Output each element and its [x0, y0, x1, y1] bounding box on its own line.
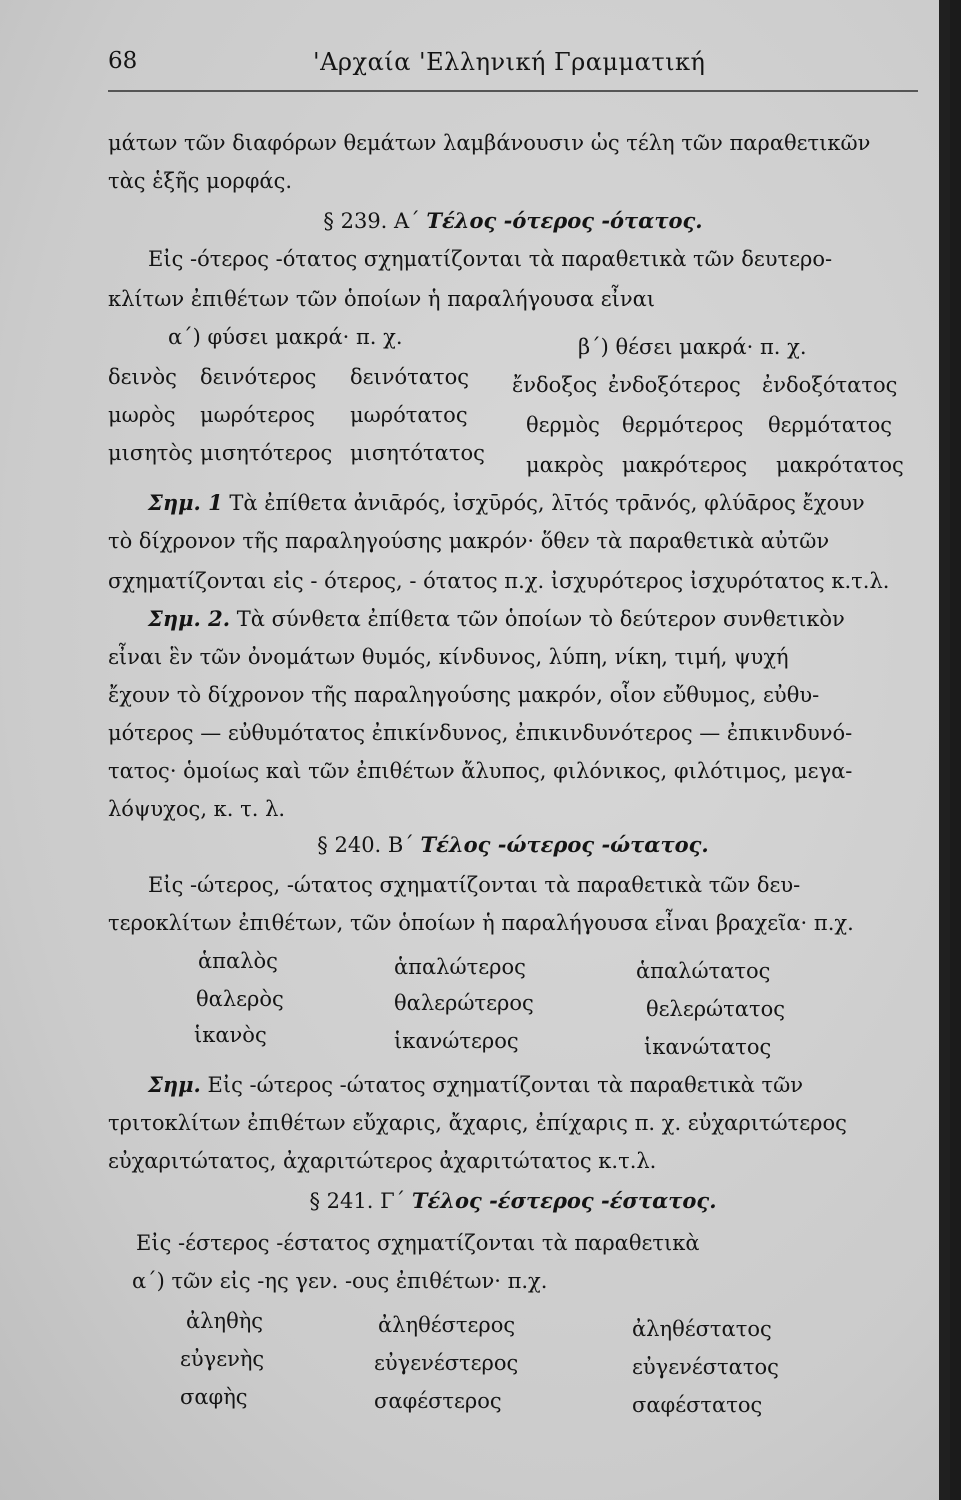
word-cell: ἱκανὸς: [194, 1023, 267, 1047]
section-label: Γ΄: [380, 1189, 406, 1213]
section-241-heading: [108, 1186, 918, 1216]
note-label: Σημ. 2.: [148, 606, 231, 631]
word-cell: θαλερὸς: [196, 987, 284, 1011]
word-cell: ἔνδοξος: [512, 373, 598, 397]
text-line: τριτοκλίτων ἐπιθέτων εὔχαρις, ἄχαρις, ἐπίχαρις π. χ. εὐχαριτώτερος: [108, 1111, 847, 1135]
note-text: Εἰς -ώτερος -ώτατος σχηματίζονται τὰ παραθετικὰ τῶν: [207, 1073, 804, 1097]
word-cell: μακρότατος: [776, 453, 904, 477]
section-239-heading: [108, 206, 918, 236]
word-cell: ἐνδοξότερος: [608, 373, 741, 397]
word-cell: εὐγενέστερος: [374, 1351, 519, 1375]
word-cell: ἁπαλὸς: [198, 949, 278, 973]
word-cell: ἀληθέστερος: [378, 1313, 516, 1337]
word-cell: ἀληθέστατος: [632, 1317, 772, 1341]
text-line: κλίτων ἐπιθέτων τῶν ὁποίων ἡ παραλήγουσα εἶναι: [108, 287, 656, 311]
section-240-heading: [108, 830, 918, 860]
word-cell: θερμότατος: [768, 413, 892, 437]
page-edge-shadow: [939, 0, 950, 1500]
text-line: σχηματίζονται εἰς - ότερος, - ότατος π.χ. ἰσχυρότερος ἰσχυρότατος κ.τ.λ.: [108, 569, 890, 593]
word-cell: μωρότατος: [350, 403, 468, 427]
word-cell: μισητότατος: [350, 441, 485, 465]
text-line: α΄) τῶν εἰς -ης γεν. -ους ἐπιθέτων· π.χ.: [132, 1269, 548, 1293]
note-2: [148, 604, 958, 634]
word-cell: θελερώτατος: [646, 997, 786, 1021]
word-cell: θαλερώτερος: [394, 991, 534, 1015]
section-number: § 240.: [317, 833, 382, 857]
note-3: [148, 1070, 958, 1100]
word-cell: μακρὸς: [526, 453, 604, 477]
note-label: Σημ. 1: [148, 490, 223, 515]
word-cell: ἁπαλώτατος: [636, 959, 771, 983]
text-line: λόψυχος, κ. τ. λ.: [108, 797, 286, 821]
note-text: Τὰ σύνθετα ἐπίθετα τῶν ὁποίων τὸ δεύτερον συνθετικὸν: [236, 607, 845, 631]
word-cell: δεινότερος: [200, 365, 317, 389]
word-cell: ἁπαλώτερος: [394, 955, 526, 979]
word-cell: μωρότερος: [200, 403, 316, 427]
word-cell: δεινότατος: [350, 365, 469, 389]
word-cell: ἱκανώτατος: [644, 1035, 772, 1059]
note-label: Σημ.: [148, 1072, 201, 1097]
word-cell: σαφέστατος: [632, 1393, 763, 1417]
header-rule: [108, 90, 918, 92]
page-header: [108, 48, 910, 88]
note-text: Τὰ ἐπίθετα ἀνιᾱρός, ἰσχῡρός, λῑτός τρᾱνός, φλύᾱρος ἔχουν: [229, 491, 865, 515]
text-line: τεροκλίτων ἐπιθέτων, τῶν ὁποίων ἡ παραλήγουσα εἶναι βραχεῖα· π.χ.: [108, 911, 854, 935]
word-cell: θερμὸς: [526, 413, 600, 437]
word-cell: μισητότερος: [200, 441, 333, 465]
column-a-heading: α΄) φύσει μακρά· π. χ.: [168, 325, 403, 349]
word-cell: εὐγενὴς: [180, 1347, 265, 1371]
text-line: εἶναι ἓν τῶν ὀνομάτων θυμός, κίνδυνος, λύπη, νίκη, τιμή, ψυχή: [108, 645, 789, 669]
word-cell: ἐνδοξότατος: [762, 373, 898, 397]
text-line: τατος· ὁμοίως καὶ τῶν ἐπιθέτων ἄλυπος, φιλόνικος, φιλότιμος, μεγα-: [108, 759, 853, 783]
word-cell: σαφὴς: [180, 1385, 248, 1409]
word-cell: δεινὸς: [108, 365, 177, 389]
text-line: Εἰς -ότερος -ότατος σχηματίζονται τὰ παραθετικὰ τῶν δευτερο-: [148, 247, 833, 271]
text-line: ἔχουν τὸ δίχρονον τῆς παραληγούσης μακρόν, οἷον εὔθυμος, εὐθυ-: [108, 683, 820, 707]
section-label: Β΄: [387, 833, 414, 857]
word-cell: ἱκανώτερος: [394, 1029, 519, 1053]
section-title: Τέλος -έστερος -έστατος.: [411, 1188, 717, 1213]
running-title: 'Αρχαία 'Ελληνική Γραμματική: [313, 48, 706, 76]
column-b-heading: β΄) θέσει μακρά· π. χ.: [578, 335, 807, 359]
page-number: 68: [108, 48, 138, 74]
text-line: μάτων τῶν διαφόρων θεμάτων λαμβάνουσιν ὡς τέλη τῶν παραθετικῶν: [108, 131, 871, 155]
word-cell: ἀληθὴς: [186, 1309, 264, 1333]
word-cell: μισητὸς: [108, 441, 193, 465]
section-number: § 239.: [323, 209, 388, 233]
note-1: [148, 488, 958, 518]
text-line: Εἰς -ώτερος, -ώτατος σχηματίζονται τὰ παραθετικὰ τῶν δευ-: [148, 873, 801, 897]
word-cell: μακρότερος: [622, 453, 748, 477]
word-cell: θερμότερος: [622, 413, 744, 437]
word-cell: σαφέστερος: [374, 1389, 502, 1413]
text-line: Εἰς -έστερος -έστατος σχηματίζονται τὰ παραθετικὰ: [136, 1231, 700, 1255]
section-label: Α΄: [394, 209, 420, 233]
text-line: εὐχαριτώτατος, ἀχαριτώτερος ἀχαριτώτατος κ.τ.λ.: [108, 1149, 657, 1173]
section-title: Τέλος -ότερος -ότατος.: [426, 208, 703, 233]
word-cell: εὐγενέστατος: [632, 1355, 779, 1379]
section-title: Τέλος -ώτερος -ώτατος.: [420, 832, 709, 857]
word-cell: μωρὸς: [108, 403, 176, 427]
text-line: μότερος — εὐθυμότατος ἐπικίνδυνος, ἐπικινδυνότερος — ἐπικινδυνό-: [108, 721, 853, 745]
text-line: τὸ δίχρονον τῆς παραληγούσης μακρόν· ὅθεν τὰ παραθετικὰ αὐτῶν: [108, 529, 830, 553]
section-number: § 241.: [309, 1189, 374, 1213]
text-line: τὰς ἑξῆς μορφάς.: [108, 169, 293, 193]
